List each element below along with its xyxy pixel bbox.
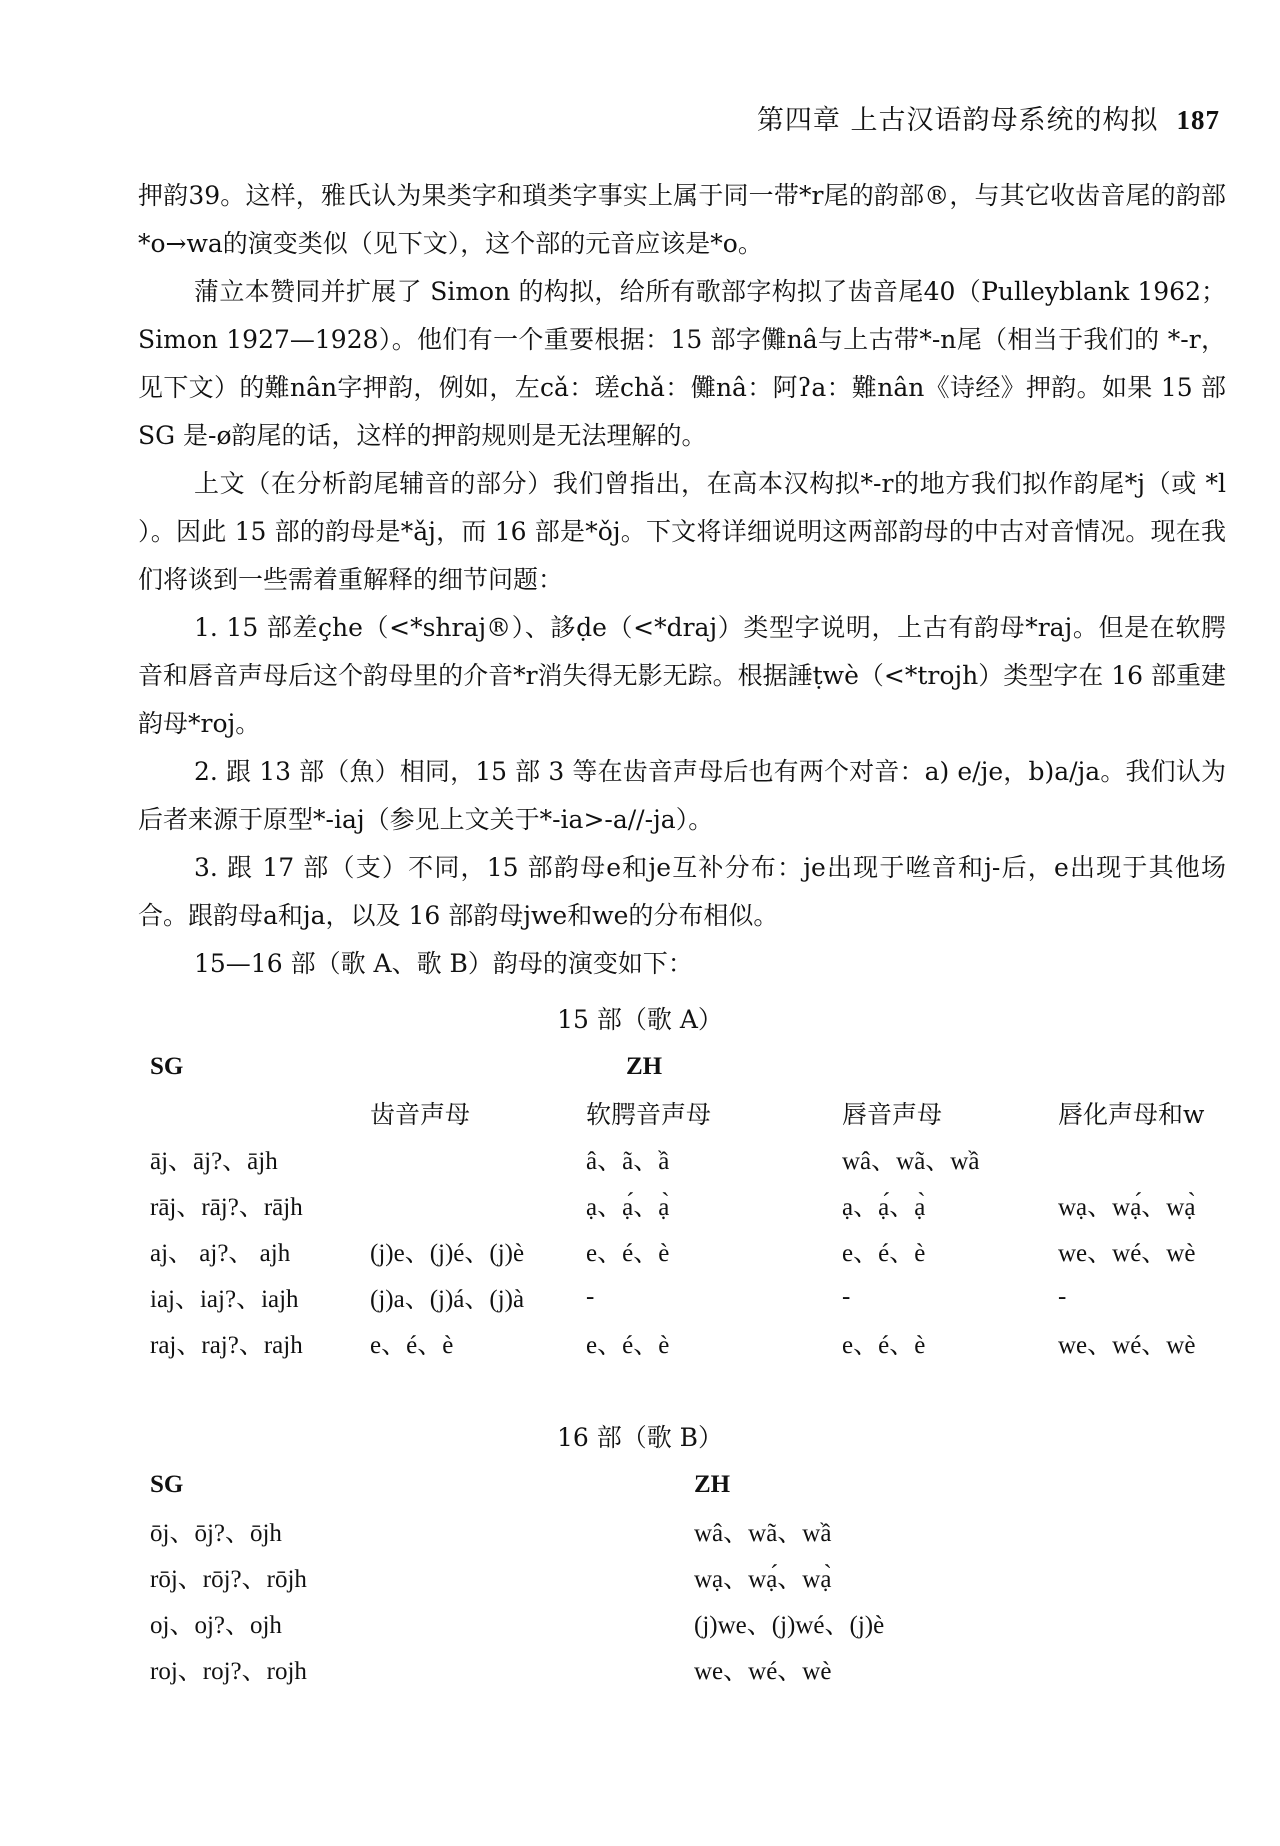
cell-sg: rāj、rāj?、rājh xyxy=(150,1194,303,1221)
cell-sg: aj、 aj?、 ajh xyxy=(150,1240,291,1267)
table-row xyxy=(150,1600,884,1646)
cell-zh: wạ、wạ́、wạ̀ xyxy=(694,1566,832,1593)
cell-labialized xyxy=(1058,1136,1278,1182)
cell-dental: (j)a、(j)á、(j)à xyxy=(370,1286,525,1313)
chapter-title: 第四章 上古汉语韵母系统的构拟 xyxy=(756,105,1159,136)
table-row xyxy=(150,1136,1278,1182)
page-number: 187 xyxy=(1176,105,1220,135)
cell-sg: iaj、iaj?、iajh xyxy=(150,1286,299,1313)
subhead-labialized: 唇化声母和w xyxy=(1058,1100,1205,1129)
cell-labial: wâ、wã、wầ xyxy=(842,1148,980,1175)
subhead-velar: 软腭音声母 xyxy=(586,1100,712,1129)
cell-dental: (j)e、(j)é、(j)è xyxy=(370,1240,525,1267)
cell-velar: - xyxy=(586,1283,595,1310)
cell-sg: roj、roj?、rojh xyxy=(150,1658,307,1685)
cell-velar: â、ã、ầ xyxy=(586,1148,670,1175)
cell-dental: e、é、è xyxy=(370,1332,454,1359)
cell-labialized: we、wé、wè xyxy=(1058,1332,1196,1359)
body-text xyxy=(138,172,1226,988)
subhead-dental: 齿音声母 xyxy=(370,1100,471,1129)
cell-dental xyxy=(370,1182,586,1228)
table-16-title: 16 部（歌 B） xyxy=(556,1423,724,1452)
table-row xyxy=(150,1508,884,1554)
cell-labialized: - xyxy=(1058,1283,1067,1310)
table-row xyxy=(150,1320,1278,1366)
cell-labial: - xyxy=(842,1283,851,1310)
paragraph: 押韵39。这样，雅氏认为果类字和瑣类字事实上属于同一带*r尾的韵部®，与其它收齿音尾的韵部*o→wa的演变类似（见下文），这个部的元音应该是*o。 xyxy=(138,181,1226,258)
table-row xyxy=(150,1182,1278,1228)
paragraph: 3. 跟 17 部（支）不同，15 部韵母e和je互补分布：je出现于咝音和j-后，e出现于其他场合。跟韵母a和ja，以及 16 部韵母jwe和we的分布相似。 xyxy=(138,853,1226,930)
cell-velar: e、é、è xyxy=(586,1332,670,1359)
paragraph: 1. 15 部差çhe（<*shraj®）、誃ḍe（<*draj）类型字说明，上古有韵母*raj。但是在软腭音和唇音声母后这个韵母里的介音*r消失得无影无踪。根据諈ṭwè（<*trojh）类型字在 16 部重建韵母*roj。 xyxy=(138,613,1226,738)
cell-labialized: wạ、wạ́、wạ̀ xyxy=(1058,1194,1196,1221)
col-zh: ZH xyxy=(694,1471,731,1498)
col-zh: ZH xyxy=(626,1053,663,1080)
cell-zh: we、wé、wè xyxy=(694,1658,832,1685)
running-head xyxy=(757,98,1220,137)
col-sg: SG xyxy=(150,1053,184,1080)
cell-labialized: we、wé、wè xyxy=(1058,1240,1196,1267)
cell-sg: raj、raj?、rajh xyxy=(150,1332,303,1359)
cell-sg: rōj、rōj?、rōjh xyxy=(150,1566,307,1593)
table-row xyxy=(150,1228,1278,1274)
paragraph: 蒲立本赞同并扩展了 Simon 的构拟，给所有歌部字构拟了齿音尾40（Pulleyblank 1962；Simon 1927—1928）。他们有一个重要根据：15 部字儺nâ与上古带*-n尾（相当于我们的 *-r，见下文）的難nân字押韵，例如，左cǎ：瑳chǎ：儺nâ：阿ʔa：難nân《诗经》押韵。如果 15 部 SG 是-ø韵尾的话，这样的押韵规则是无法理解的。 xyxy=(138,277,1226,450)
table-15-title: 15 部（歌 A） xyxy=(557,1005,723,1034)
cell-sg: oj、oj?、ojh xyxy=(150,1612,282,1639)
cell-zh: (j)we、(j)wé、(j)è xyxy=(694,1612,885,1639)
cell-velar: ạ、ạ́、ạ̀ xyxy=(586,1194,670,1221)
cell-sg: ōj、ōj?、ōjh xyxy=(150,1520,282,1547)
paragraph: 15—16 部（歌 A、歌 B）韵母的演变如下： xyxy=(194,949,693,978)
table-row xyxy=(150,1274,1278,1320)
cell-labial: ạ、ạ́、ạ̀ xyxy=(842,1194,926,1221)
table-15 xyxy=(150,1044,1278,1366)
cell-dental xyxy=(370,1136,586,1182)
cell-zh: wâ、wã、wầ xyxy=(694,1520,832,1547)
table-row xyxy=(150,1554,884,1600)
cell-labial: e、é、è xyxy=(842,1240,926,1267)
subhead-labial: 唇音声母 xyxy=(842,1100,943,1129)
cell-sg: āj、āj?、ājh xyxy=(150,1148,278,1175)
cell-labial: e、é、è xyxy=(842,1332,926,1359)
table-16 xyxy=(150,1462,884,1692)
col-sg: SG xyxy=(150,1471,184,1498)
table-row xyxy=(150,1646,884,1692)
paragraph: 上文（在分析韵尾辅音的部分）我们曾指出，在高本汉构拟*-r的地方我们拟作韵尾*j（或 *l ）。因此 15 部的韵母是*ǎj，而 16 部是*ǒj。下文将详细说明这两部韵母的中古对音情况。现在我们将谈到一些需着重解释的细节问题： xyxy=(138,469,1226,594)
paragraph: 2. 跟 13 部（魚）相同，15 部 3 等在齿音声母后也有两个对音：a) e/je，b)a/ja。我们认为后者来源于原型*-iaj（参见上文关于*-ia>-a//-ja）。 xyxy=(138,757,1226,834)
cell-velar: e、é、è xyxy=(586,1240,670,1267)
